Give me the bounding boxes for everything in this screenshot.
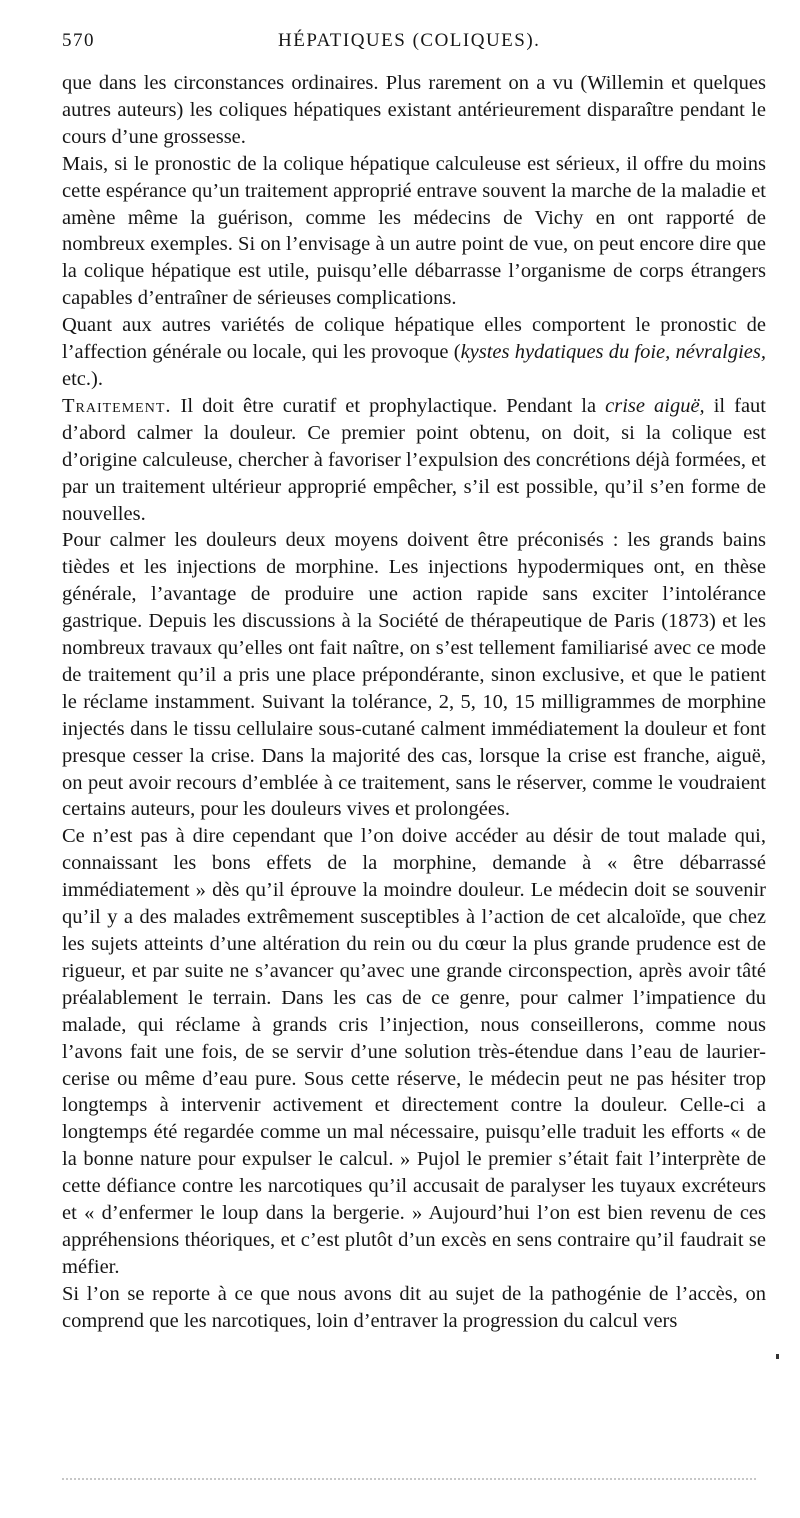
paragraph-prognosis — [62, 151, 766, 312]
running-title: HÉPATIQUES (COLIQUES). — [278, 30, 541, 51]
paragraph-text: que dans les circonstances ordinaires. Plus rarement on a vu (Willemin et quelques autres auteurs) les coliques hépatiques existant antérieurement disparaître pendant le cours d’une grossesse. — [62, 72, 766, 148]
paragraph-text: Si l’on se reporte à ce que nous avons dit au sujet de la pathogénie de l’accès, on comprend que les narcotiques, loin d’entraver la progression du calcul vers — [62, 1282, 766, 1332]
paragraph-text-start: Il doit être curatif et prophylactique. Pendant la — [171, 394, 606, 417]
paragraph-morphine — [62, 527, 766, 823]
margin-ink-speck — [776, 1354, 779, 1359]
paragraph-italic-examples: kystes hydatiques du foie, névralgies, — [460, 341, 766, 364]
paragraph-text: Mais, si le pronostic de la colique hépatique calculeuse est sérieux, il offre du moins cette espérance qu’un traitement approprié entrave souvent la marche de la maladie et amène même la guérison, comme les médecins de Vichy en ont rapporté de nombreux exemples. Si on l’envisage à un autre point de vue, on peut encore dire que la colique hépatique est utile, puisqu’elle débarrasse l’organisme de corps étrangers capables d’entraîner de sérieuses complications. — [62, 152, 766, 310]
paragraph-text-end: etc.). — [62, 367, 103, 390]
paragraph-text-end: il faut d’abord calmer la douleur. Ce premier point obtenu, on doit, si la colique est d’origine calculeuse, chercher à favoriser l’expulsion des concrétions déjà formées, et par un traitement ultérieur approprié empêcher, s’il est possible, qu’il s’en forme de nouvelles. — [62, 394, 766, 525]
paragraph-text: Ce n’est pas à dire cependant que l’on doive accéder au désir de tout malade qui, connaissant les bons effets de la morphine, demande à « être débarrassé immédiatement » dès qu’il éprouve la moindre douleur. Le médecin doit se souvenir qu’il y a des malades extrêmement susceptibles à l’action de cet alcaloïde, que chez les sujets atteints d’une altération du rein ou du cœur la plus grande prudence est de rigueur, et par suite ne s’avancer qu’avec une grande circonspection, après avoir tâté préalablement le terrain. Dans les cas de ce genre, pour calmer l’impatience du malade, qui réclame à grands cris l’injection, nous conseillerons, comme nous l’avons fait une fois, de se servir d’une solution très-étendue dans l’eau de laurier-cerise ou même d’eau pure. Sous cette réserve, le médecin peut ne pas hésiter trop longtemps à intervenir activement et directement contre la douleur. Celle-ci a longtemps été regardée comme un mal nécessaire, puisqu’elle traduit les efforts « de la bonne nature pour expulser le calcul. » Pujol le premier s’était fait l’interprète de cette défiance contre les narcotiques qu’il accusait de paralyser les tuyaux excréteurs et « d’enfermer le loup dans la bergerie. » Aujourd’hui l’on est bien revenu de ces appréhensions théoriques, et c’est plutôt d’un excès en sens contraire qu’il faudrait se méfier. — [62, 825, 766, 1278]
page-number: 570 — [62, 30, 95, 51]
paragraph-other-varieties — [62, 312, 766, 393]
section-heading-treatment: Traitement. — [62, 394, 172, 417]
paragraph-text-start: Quant aux autres variétés de colique hépatique elles comportent le pronostic de l’affection générale ou locale, qui les provoque ( — [62, 314, 766, 364]
paragraph-caution — [62, 823, 766, 1280]
paragraph-treatment — [62, 393, 766, 528]
paragraph-italic-term: crise aiguë, — [605, 394, 705, 417]
paragraph-text: Pour calmer les douleurs deux moyens doivent être préconisés : les grands bains tièdes et les injections de morphine. Les injections hypodermiques ont, en thèse générale, l’avantage de produire une action rapide sans exciter l’intolérance gastrique. Depuis les discussions à la Société de thérapeutique de Paris (1873) et les nombreux travaux qu’elles ont fait naître, on s’est tellement familiarisé avec ce mode de traitement qu’il a pris une place prépondérante, sinon exclusive, et que le patient le réclame instamment. Suivant la tolérance, 2, 5, 10, 15 milligrammes de morphine injectés dans le tissu cellulaire sous-cutané calment immédiatement la douleur et font presque cesser la crise. Dans la majorité des cas, lorsque la crise est franche, aiguë, on peut avoir recours d’emblée à ce traitement, sans le réserver, comme le voudraient certains auteurs, pour les douleurs vives et prolongées. — [62, 529, 766, 821]
paragraph-pathogenesis — [62, 1281, 766, 1335]
body-text — [62, 70, 766, 1335]
paragraph-continuation — [62, 70, 766, 151]
book-page — [62, 30, 766, 1335]
page-header — [62, 30, 766, 70]
footer-dotted-rule — [62, 1478, 756, 1482]
